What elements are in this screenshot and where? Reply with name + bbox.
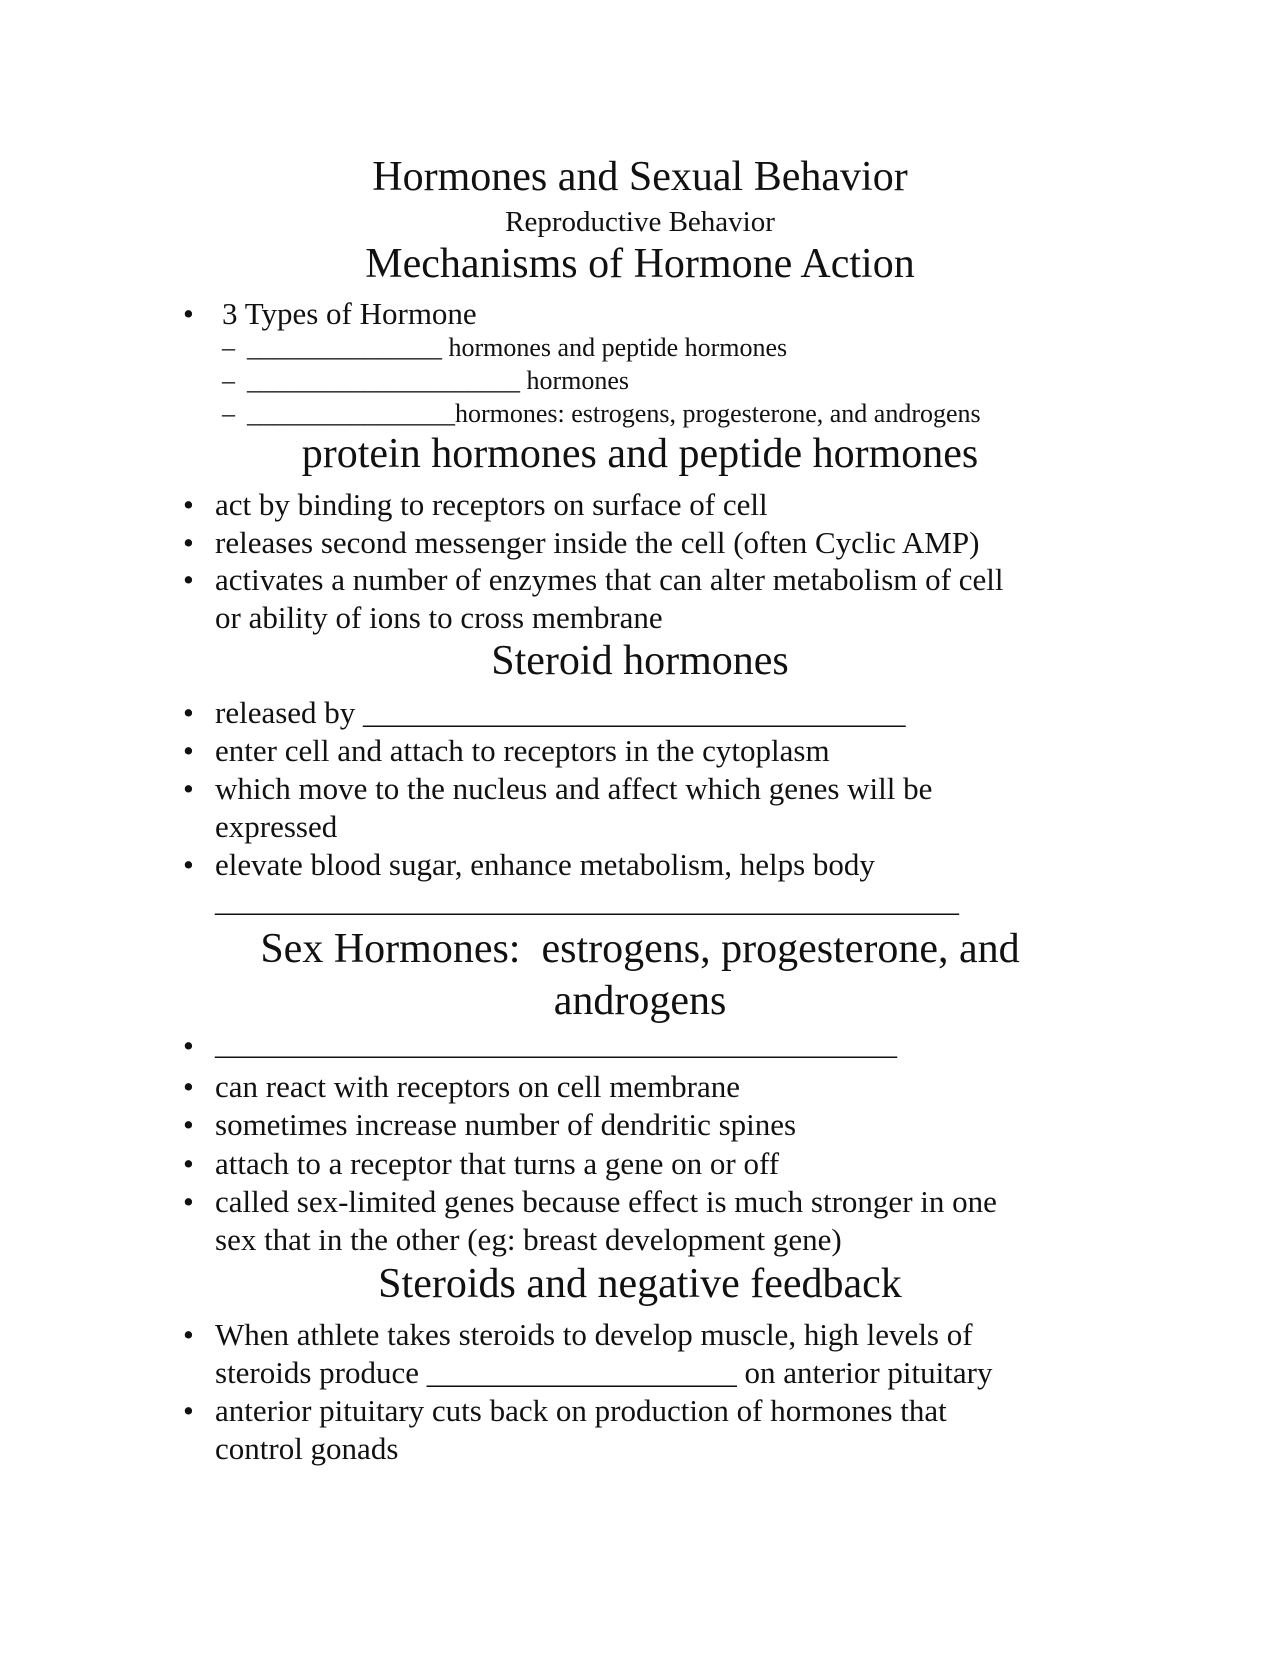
page-title: Hormones and Sexual Behavior xyxy=(372,154,908,200)
list-item: enter cell and attach to receptors in the cytoplasm xyxy=(215,733,830,768)
list-item: elevate blood sugar, enhance metabolism, helps body xyxy=(215,847,875,882)
dash-icon: – xyxy=(222,399,235,428)
list-item: 3 Types of Hormone xyxy=(222,296,477,331)
list-item: sometimes increase number of dendritic spines xyxy=(215,1107,797,1142)
bullet-icon: • xyxy=(183,1069,194,1104)
bullet-icon: • xyxy=(183,1393,194,1428)
list-item: released by ___________________________________ xyxy=(215,695,906,730)
bullet-icon: • xyxy=(183,771,194,806)
section-heading-negative-feedback: Steroids and negative feedback xyxy=(378,1261,902,1307)
list-item: activates a number of enzymes that can alter metabolism of cell xyxy=(215,562,1004,597)
list-item-continuation: or ability of ions to cross membrane xyxy=(215,600,663,635)
bullet-icon: • xyxy=(183,1317,194,1352)
section-heading-mechanisms: Mechanisms of Hormone Action xyxy=(365,241,915,287)
list-item: attach to a receptor that turns a gene on or off xyxy=(215,1146,780,1181)
bullet-icon: • xyxy=(183,1028,194,1063)
sub-list-item: ________________hormones: estrogens, progesterone, and androgens xyxy=(247,399,981,428)
bullet-icon: • xyxy=(183,562,194,597)
bullet-icon: • xyxy=(183,847,194,882)
dash-icon: – xyxy=(222,366,235,395)
list-item-continuation: sex that in the other (eg: breast development gene) xyxy=(215,1222,842,1257)
section-heading-protein: protein hormones and peptide hormones xyxy=(301,431,979,477)
bullet-icon: • xyxy=(183,525,194,560)
bullet-icon: • xyxy=(183,1107,194,1142)
section-heading-steroid: Steroid hormones xyxy=(491,638,789,684)
sub-list-item: _______________ hormones and peptide hormones xyxy=(247,333,788,362)
list-item: When athlete takes steroids to develop muscle, high levels of xyxy=(215,1317,973,1352)
bullet-icon: • xyxy=(183,1146,194,1181)
section-heading-sex-hormones: Sex Hormones: estrogens, progesterone, and xyxy=(260,926,1020,972)
list-item: can react with receptors on cell membrane xyxy=(215,1069,741,1104)
bullet-icon: • xyxy=(183,1184,194,1219)
list-item: anterior pituitary cuts back on production of hormones that xyxy=(215,1393,947,1428)
list-item-continuation: ________________________________________________ xyxy=(215,883,959,918)
page-subtitle: Reproductive Behavior xyxy=(505,206,775,238)
bullet-icon: • xyxy=(183,733,194,768)
list-item: ____________________________________________ xyxy=(215,1026,897,1061)
list-item: releases second messenger inside the cell (often Cyclic AMP) xyxy=(215,525,980,560)
dash-icon: – xyxy=(222,333,235,362)
list-item-continuation: control gonads xyxy=(215,1431,399,1466)
list-item: act by binding to receptors on surface of cell xyxy=(215,487,768,522)
sub-list-item: _____________________ hormones xyxy=(247,366,630,395)
bullet-icon: • xyxy=(183,487,194,522)
list-item: called sex-limited genes because effect is much stronger in one xyxy=(215,1184,997,1219)
list-item: which move to the nucleus and affect which genes will be xyxy=(215,771,933,806)
section-heading-sex-hormones-line2: androgens xyxy=(553,978,727,1024)
list-item-continuation: steroids produce ____________________ on anterior pituitary xyxy=(215,1355,993,1390)
bullet-icon: • xyxy=(183,296,194,331)
list-item-continuation: expressed xyxy=(215,809,338,844)
bullet-icon: • xyxy=(183,695,194,730)
